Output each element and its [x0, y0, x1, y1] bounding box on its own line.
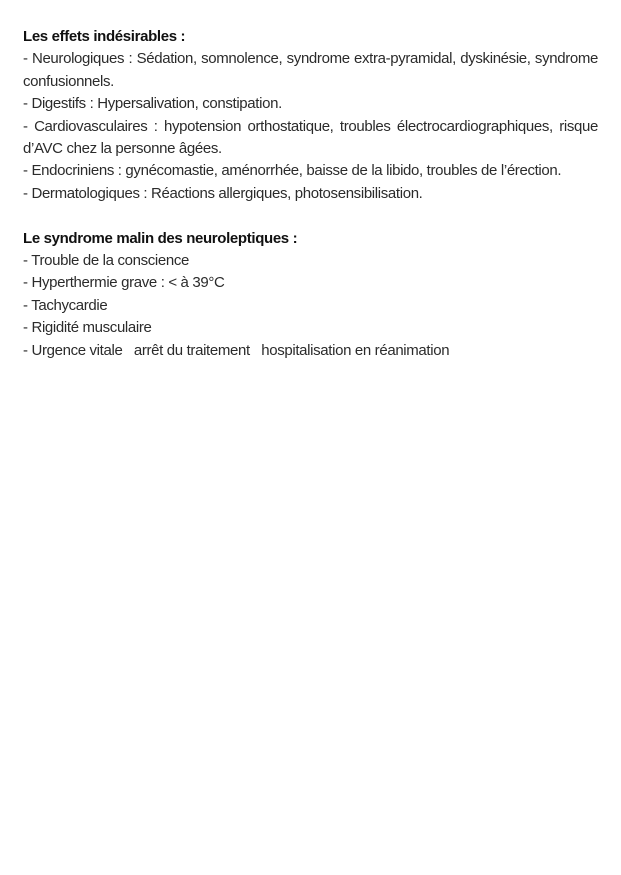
- list-item-cardiovascular: - Cardiovasculaires : hypotension orthostatique, troubles électrocardiographiques, risque d’AVC chez la personne âgées.: [23, 117, 598, 158]
- list-item-muscle-rigidity: - Rigidité musculaire: [23, 319, 152, 337]
- list-item-endocrine: - Endocriniens : gynécomastie, aménorrhée, baisse de la libido, troubles de l’érection.: [23, 162, 562, 180]
- list-item-dermatological: - Dermatologiques : Réactions allergiques, photosensibilisation.: [23, 184, 423, 202]
- list-item-hyperthermia: - Hyperthermie grave : < à 39°C: [23, 274, 225, 292]
- list-item-tachycardia: - Tachycardie: [23, 296, 108, 314]
- section-title-malignant-syndrome: Le syndrome malin des neuroleptiques :: [23, 229, 298, 247]
- list-item-vital-emergency: - Urgence vitale arrêt du traitement hospitalisation en réanimation: [23, 341, 450, 359]
- document-page: [23, 26, 598, 362]
- section-spacer: [23, 205, 598, 227]
- list-item-consciousness: - Trouble de la conscience: [23, 252, 190, 270]
- section-title-side-effects: Les effets indésirables :: [23, 28, 186, 45]
- list-item-neurological: - Neurologiques : Sédation, somnolence, syndrome extra-pyramidal, dyskinésie, syndrome confusionnels.: [23, 50, 598, 90]
- list-item-digestive: - Digestifs : Hypersalivation, constipation.: [23, 95, 282, 113]
